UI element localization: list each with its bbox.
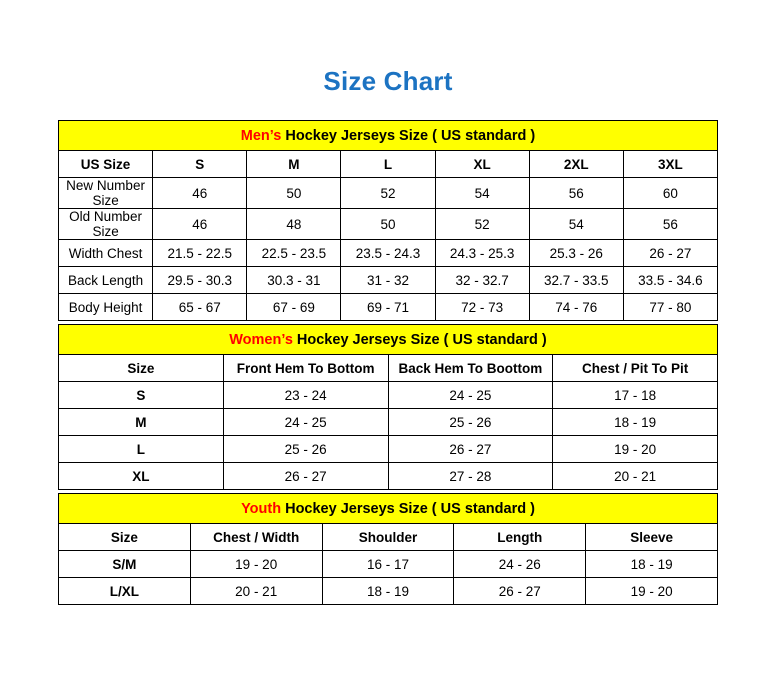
table-cell: 30.3 - 31 (247, 267, 341, 294)
table-cell: 24.3 - 25.3 (435, 240, 529, 267)
table-cell: 54 (529, 209, 623, 240)
table-row (59, 578, 718, 605)
table-cell: 25 - 26 (388, 409, 553, 436)
mens-header-cell: US Size (59, 151, 153, 178)
table-cell: 52 (341, 178, 435, 209)
youth-header-cell: Length (454, 524, 586, 551)
table-cell: 25.3 - 26 (529, 240, 623, 267)
youth-size-table (58, 493, 718, 605)
table-cell: 20 - 21 (190, 578, 322, 605)
table-row (59, 382, 718, 409)
womens-banner-cell (59, 325, 718, 355)
table-cell: 25 - 26 (223, 436, 388, 463)
womens-header-cell: Back Hem To Boottom (388, 355, 553, 382)
row-label: New Number Size (59, 178, 153, 209)
row-label: Body Height (59, 294, 153, 321)
table-cell: 24 - 25 (388, 382, 553, 409)
womens-header-cell: Size (59, 355, 224, 382)
table-cell: 20 - 21 (553, 463, 718, 490)
table-cell: 54 (435, 178, 529, 209)
row-label: Back Length (59, 267, 153, 294)
table-cell: 52 (435, 209, 529, 240)
row-label: L/XL (59, 578, 191, 605)
mens-banner-row (59, 121, 718, 151)
womens-banner-accent: Women’s (229, 331, 293, 348)
row-label: XL (59, 463, 224, 490)
table-cell: 65 - 67 (153, 294, 247, 321)
table-cell: 32 - 32.7 (435, 267, 529, 294)
row-label: L (59, 436, 224, 463)
table-cell: 69 - 71 (341, 294, 435, 321)
table-cell: 77 - 80 (623, 294, 717, 321)
table-cell: 29.5 - 30.3 (153, 267, 247, 294)
table-cell: 32.7 - 33.5 (529, 267, 623, 294)
table-row (59, 436, 718, 463)
mens-header-cell: 2XL (529, 151, 623, 178)
table-row (59, 551, 718, 578)
youth-header-cell: Shoulder (322, 524, 454, 551)
table-cell: 46 (153, 209, 247, 240)
table-cell: 31 - 32 (341, 267, 435, 294)
table-cell: 33.5 - 34.6 (623, 267, 717, 294)
table-cell: 26 - 27 (223, 463, 388, 490)
table-cell: 50 (341, 209, 435, 240)
mens-banner-accent: Men’s (240, 127, 282, 144)
youth-banner-accent: Youth (241, 500, 282, 517)
mens-header-cell: S (153, 151, 247, 178)
womens-banner-rest: Hockey Jerseys Size ( US standard ) (292, 331, 547, 348)
table-cell: 26 - 27 (454, 578, 586, 605)
youth-header-cell: Size (59, 524, 191, 551)
size-tables-container (58, 120, 718, 605)
row-label: S/M (59, 551, 191, 578)
table-row (59, 267, 718, 294)
mens-header-cell: 3XL (623, 151, 717, 178)
mens-banner-cell (59, 121, 718, 151)
youth-banner-cell (59, 494, 718, 524)
table-cell: 24 - 25 (223, 409, 388, 436)
table-cell: 17 - 18 (553, 382, 718, 409)
youth-header-row (59, 524, 718, 551)
table-cell: 19 - 20 (553, 436, 718, 463)
table-cell: 50 (247, 178, 341, 209)
page-title: Size Chart (323, 66, 453, 96)
table-cell: 26 - 27 (388, 436, 553, 463)
table-cell: 18 - 19 (586, 551, 718, 578)
table-cell: 16 - 17 (322, 551, 454, 578)
table-row (59, 463, 718, 490)
mens-header-row (59, 151, 718, 178)
table-cell: 26 - 27 (623, 240, 717, 267)
table-cell: 19 - 20 (586, 578, 718, 605)
youth-banner-rest: Hockey Jerseys Size ( US standard ) (281, 500, 535, 517)
mens-header-cell: L (341, 151, 435, 178)
table-row (59, 409, 718, 436)
womens-banner-row (59, 325, 718, 355)
table-cell: 67 - 69 (247, 294, 341, 321)
table-row (59, 209, 718, 240)
youth-header-cell: Chest / Width (190, 524, 322, 551)
mens-header-cell: M (247, 151, 341, 178)
womens-header-cell: Front Hem To Bottom (223, 355, 388, 382)
table-cell: 56 (623, 209, 717, 240)
womens-header-row (59, 355, 718, 382)
table-cell: 22.5 - 23.5 (247, 240, 341, 267)
womens-size-table (58, 324, 718, 490)
table-cell: 27 - 28 (388, 463, 553, 490)
womens-header-cell: Chest / Pit To Pit (553, 355, 718, 382)
table-cell: 18 - 19 (553, 409, 718, 436)
youth-banner-row (59, 494, 718, 524)
table-row (59, 294, 718, 321)
table-cell: 56 (529, 178, 623, 209)
table-cell: 19 - 20 (190, 551, 322, 578)
row-label: M (59, 409, 224, 436)
youth-header-cell: Sleeve (586, 524, 718, 551)
table-row (59, 240, 718, 267)
table-row (59, 178, 718, 209)
table-cell: 18 - 19 (322, 578, 454, 605)
table-cell: 21.5 - 22.5 (153, 240, 247, 267)
table-cell: 72 - 73 (435, 294, 529, 321)
row-label: S (59, 382, 224, 409)
table-cell: 24 - 26 (454, 551, 586, 578)
table-cell: 60 (623, 178, 717, 209)
table-cell: 48 (247, 209, 341, 240)
mens-size-table (58, 120, 718, 321)
table-cell: 74 - 76 (529, 294, 623, 321)
table-cell: 23 - 24 (223, 382, 388, 409)
table-cell: 46 (153, 178, 247, 209)
mens-header-cell: XL (435, 151, 529, 178)
table-cell: 23.5 - 24.3 (341, 240, 435, 267)
row-label: Old Number Size (59, 209, 153, 240)
mens-banner-rest: Hockey Jerseys Size ( US standard ) (281, 127, 536, 144)
row-label: Width Chest (59, 240, 153, 267)
